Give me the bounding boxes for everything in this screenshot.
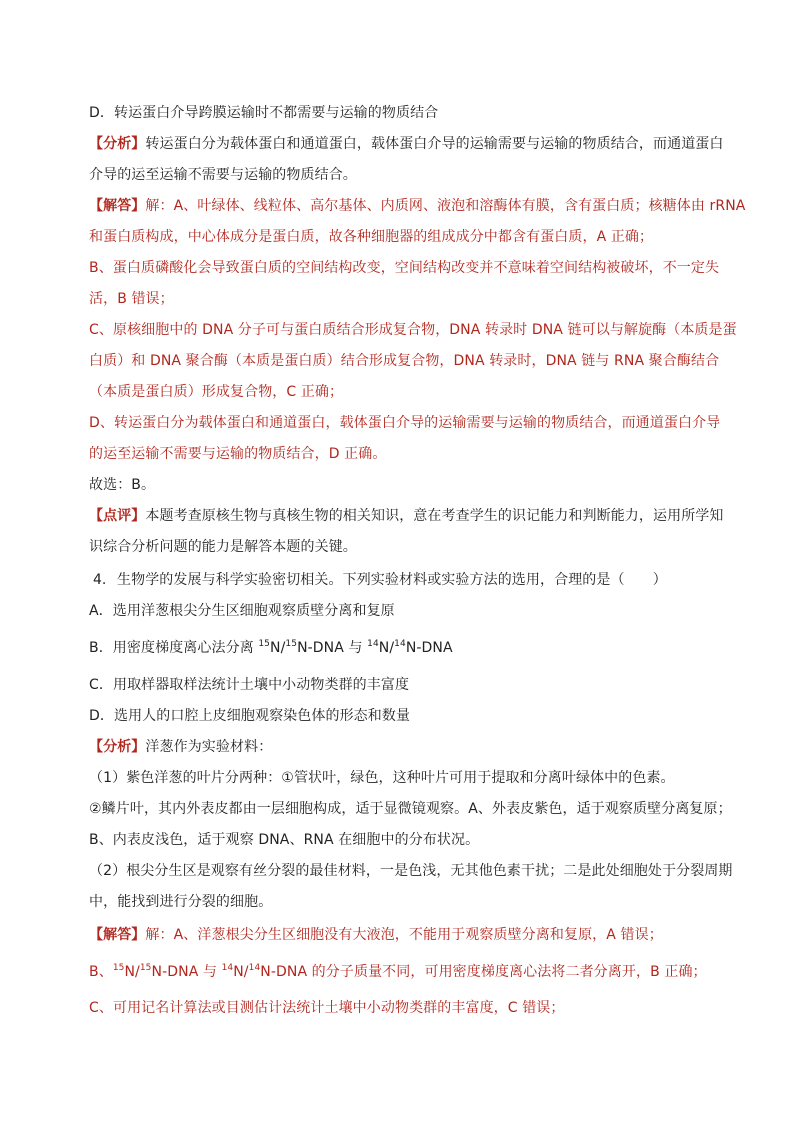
option-c: C．用取样器取样法统计土壤中小动物类群的丰富度: [89, 677, 410, 693]
option-d: D．选用人的口腔上皮细胞观察染色体的形态和数量: [89, 708, 411, 724]
answer-line: B、蛋白质磷酸化会导致蛋白质的空间结构改变，空间结构改变并不意味着空间结构被破坏，不一定失: [89, 260, 720, 276]
answer-b: [89, 962, 707, 984]
option-b-text: N-DNA 与: [297, 640, 368, 656]
analysis-intro: 洋葱作为实验材料：: [145, 739, 273, 755]
answer-b-prefix: B、: [89, 964, 113, 980]
analysis-line: ②鳞片叶，其内外表皮都由一层细胞构成，适于显微镜观察。A、外表皮紫色，适于观察质壁分离复原；: [89, 801, 732, 817]
prev-analysis: [89, 134, 724, 154]
answer-c: C、可用记名计算法或目测估计法统计土壤中小动物类群的丰富度，C 错误；: [89, 1000, 565, 1016]
comment-tag: 【点评】: [89, 508, 146, 524]
answer-b-text: N-DNA 与: [151, 964, 222, 980]
option-b: [89, 638, 453, 660]
comment-text: 本题考查原核生物与真核生物的相关知识，意在考查学生的识记能力和判断能力，运用所学知: [145, 508, 724, 524]
analysis-text: 转运蛋白分为载体蛋白和通道蛋白，载体蛋白介导的运输需要与运输的物质结合，而通道蛋白: [145, 136, 724, 152]
prev-answer: [89, 196, 745, 216]
answer-first-line: A、叶绿体、线粒体、高尔基体、内质网、液泡和溶酶体有膜，含有蛋白质；核糖体由 rRNA: [173, 198, 746, 214]
answer-line: C、原核细胞中的 DNA 分子可与蛋白质结合形成复合物，DNA 转录时 DNA 链可以与解旋酶（本质是蛋: [89, 322, 737, 338]
answer-line: （本质是蛋白质）形成复合物，C 正确；: [89, 384, 344, 400]
answer-tag: 【解答】: [89, 198, 146, 214]
superscript: 15: [285, 639, 298, 649]
prev-comment: [89, 506, 724, 526]
answer-line: 的运至运输不需要与运输的物质结合，D 正确。: [89, 446, 387, 462]
answer-b-text: N-DNA 的分子质量不同，可用密度梯度离心法将二者分离开，B 正确；: [260, 964, 707, 980]
q4-analysis: [89, 737, 272, 757]
question-stem: 生物学的发展与科学实验密切相关。下列实验材料或实验方法的选用，合理的是（ ）: [117, 572, 667, 588]
superscript: 14: [248, 963, 261, 973]
option-b-text: N-DNA: [405, 640, 453, 656]
question-number: 4.: [93, 572, 107, 588]
analysis-tag: 【分析】: [89, 739, 146, 755]
analysis-line: （2）根尖分生区是观察有丝分裂的最佳材料，一是色浅，无其他色素干扰；二是此处细胞处于分裂周期: [89, 863, 733, 879]
answer-line: 和蛋白质构成，中心体成分是蛋白质，故各种细胞器的组成成分中都含有蛋白质，A 正确；: [89, 229, 654, 245]
prev-option-d: D．转运蛋白介导跨膜运输时不都需要与运输的物质结合: [89, 105, 439, 121]
analysis-line: B、内表皮浅色，适于观察 DNA、RNA 在细胞中的分布状况。: [89, 832, 480, 848]
answer-b-text: N/: [233, 964, 249, 980]
prev-analysis-cont: 介导的运至运输不需要与运输的物质结合。: [89, 167, 357, 183]
analysis-line: （1）紫色洋葱的叶片分两种：①管状叶，绿色，这种叶片可用于提取和分离叶绿体中的色素。: [89, 770, 675, 786]
option-b-prefix: B．用密度梯度离心法分离: [89, 640, 259, 656]
superscript: 14: [367, 639, 379, 649]
answer-line: 白质）和 DNA 聚合酶（本质是蛋白质）结合形成复合物，DNA 转录时，DNA 链与 RNA 聚合酶结合: [89, 353, 720, 369]
answer-prefix: 解：: [145, 198, 174, 214]
q4-answer: [89, 925, 663, 945]
superscript: 14: [221, 963, 234, 973]
answer-line: 活，B 错误；: [89, 291, 174, 307]
answer-b-text: N/: [124, 964, 140, 980]
analysis-line: 中，能找到进行分裂的细胞。: [89, 894, 273, 910]
prev-comment-cont: 识综合分析问题的能力是解答本题的关键。: [89, 539, 357, 555]
superscript: 15: [139, 963, 152, 973]
option-a: A．选用洋葱根尖分生区细胞观察质壁分离和复原: [89, 603, 395, 619]
superscript: 15: [258, 639, 271, 649]
answer-line: D、转运蛋白分为载体蛋白和通道蛋白，载体蛋白介导的运输需要与运输的物质结合，而通道蛋白介导: [89, 415, 721, 431]
answer-a: A、洋葱根尖分生区细胞没有大液泡，不能用于观察质壁分离和复原，A 错误；: [173, 927, 663, 943]
superscript: 14: [394, 639, 406, 649]
prev-choose: 故选：B。: [89, 477, 156, 493]
superscript: 15: [112, 963, 125, 973]
option-b-text: N/: [270, 640, 286, 656]
answer-prefix: 解：: [145, 927, 174, 943]
option-b-text: N/: [378, 640, 395, 656]
answer-tag: 【解答】: [89, 927, 146, 943]
analysis-tag: 【分析】: [89, 136, 146, 152]
